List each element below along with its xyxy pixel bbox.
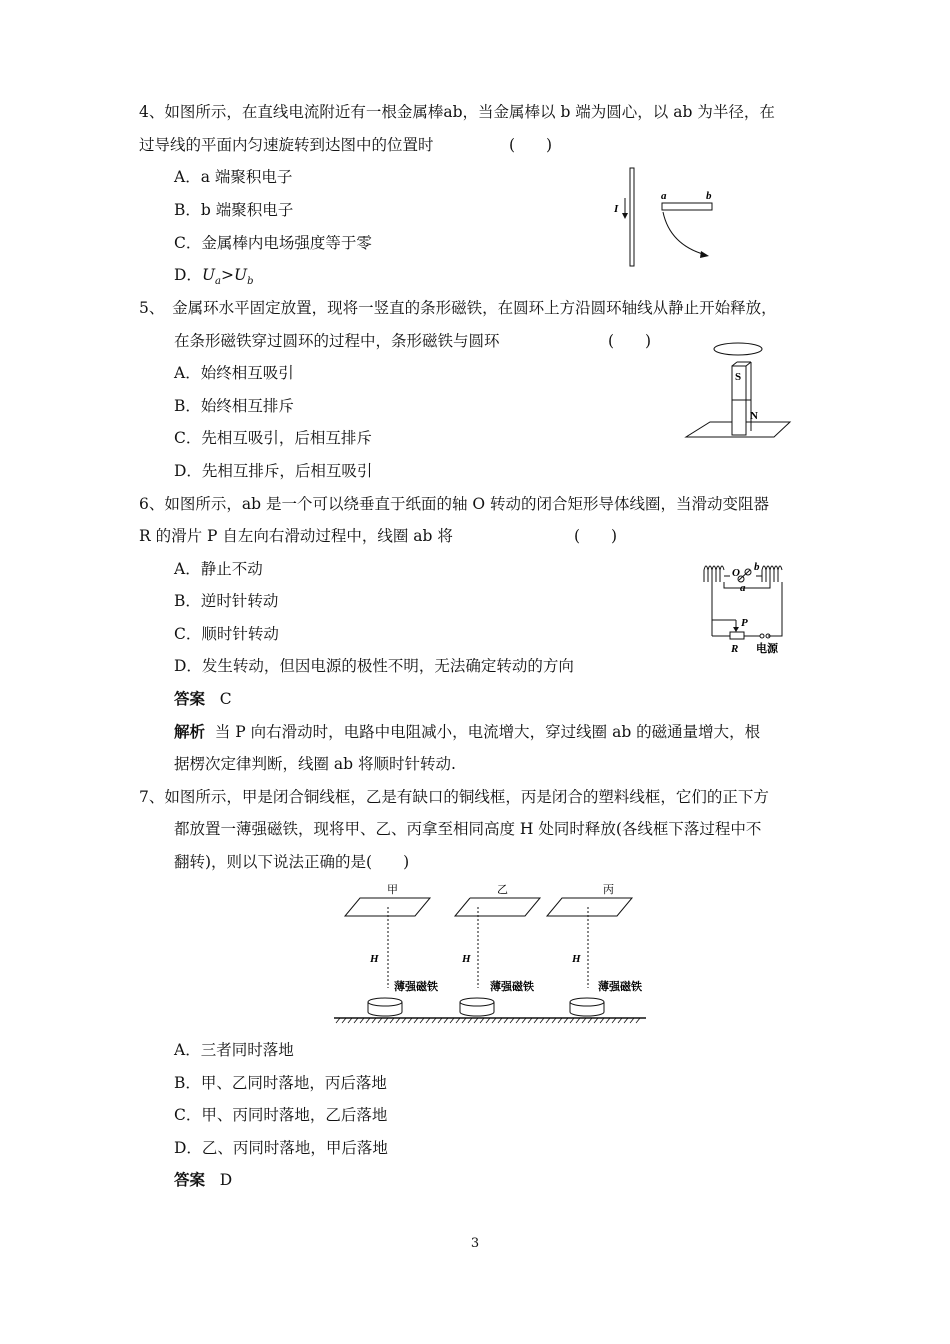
q7-option-d: D．乙、丙同时落地，甲后落地 bbox=[174, 1139, 388, 1157]
circuit-link-wire bbox=[724, 582, 770, 588]
height-label-yi: H bbox=[462, 953, 471, 965]
q6-analysis-line1 bbox=[174, 722, 760, 742]
q5-stem-line2: 在条形磁铁穿过圆环的过程中，条形磁铁与圆环 bbox=[174, 332, 500, 350]
q5-option-d: D．先相互排斥，后相互吸引 bbox=[174, 462, 373, 480]
q4-ub-symbol: U bbox=[233, 266, 248, 284]
frame-yi bbox=[455, 898, 540, 916]
q4-answer-paren: ( ) bbox=[509, 136, 553, 154]
terminal-left bbox=[760, 634, 764, 638]
q5-answer-paren: ( ) bbox=[608, 332, 652, 350]
frame-jia-group bbox=[345, 883, 438, 1016]
rod-end-a-label: a bbox=[661, 190, 667, 202]
circuit-right-wire bbox=[768, 582, 782, 636]
q5-option-b: B．始终相互排斥 bbox=[174, 397, 294, 415]
q7-option-a: A．三者同时落地 bbox=[174, 1041, 294, 1059]
frame-bing-group bbox=[547, 883, 642, 1016]
q7-answer-value: D bbox=[219, 1171, 233, 1189]
q4-stem-line1: 4、如图所示，在直线电流附近有一根金属棒ab，当金属棒以 b 端为圆心，以 ab 为半径，在 bbox=[139, 103, 775, 121]
q7-answer bbox=[174, 1170, 232, 1190]
q6-stem-line1: 6、如图所示，ab 是一个可以绕垂直于纸面的轴 O 转动的闭合矩形导体线圈，当滑动变阻器 bbox=[139, 495, 770, 513]
q4-ua-subscript: a bbox=[215, 276, 221, 288]
rotation-arc bbox=[663, 212, 706, 255]
height-label-bing: H bbox=[572, 953, 581, 965]
frame-bing bbox=[547, 898, 632, 916]
current-arrowhead bbox=[622, 213, 628, 219]
q6-answer bbox=[174, 689, 232, 709]
q4-ua-symbol: U bbox=[201, 266, 216, 284]
slider-p-label: P bbox=[741, 617, 748, 629]
magnet-label-bing: 薄强磁铁 bbox=[598, 980, 642, 993]
magnet-yi bbox=[460, 998, 494, 1006]
frame-bing-label: 丙 bbox=[603, 883, 614, 896]
q5-option-c: C．先相互吸引，后相互排斥 bbox=[174, 429, 372, 447]
q4-stem-line2: 过导线的平面内匀速旋转到达图中的位置时 bbox=[139, 136, 434, 154]
q6-answer-value: C bbox=[219, 690, 232, 708]
axis-o-label: O bbox=[732, 567, 740, 579]
slider-arrow bbox=[733, 627, 739, 632]
q5-figure bbox=[680, 338, 800, 442]
q4-option-c: C．金属棒内电场强度等于零 bbox=[174, 234, 372, 252]
magnet-label-yi: 薄强磁铁 bbox=[490, 980, 534, 993]
q4-option-d-prefix: D． bbox=[174, 266, 202, 284]
rheostat-r-label: R bbox=[731, 643, 739, 655]
rod-end-b-label: b bbox=[706, 190, 712, 202]
q5-option-a: A．始终相互吸引 bbox=[174, 364, 294, 382]
q7-figure bbox=[330, 880, 650, 1026]
coil-a-label: a bbox=[740, 582, 746, 594]
frame-yi-group bbox=[455, 883, 540, 1016]
q7-answer-label: 答案 bbox=[174, 1170, 206, 1189]
q6-option-b: B．逆时针转动 bbox=[174, 592, 279, 610]
q4-figure bbox=[610, 160, 730, 270]
q6-option-c: C．顺时针转动 bbox=[174, 625, 279, 643]
south-pole-label: S bbox=[735, 371, 742, 383]
q6-analysis-label: 解析 bbox=[174, 722, 206, 741]
page-number: 3 bbox=[470, 1236, 480, 1251]
frame-yi-label: 乙 bbox=[497, 883, 508, 896]
metal-rod bbox=[662, 203, 712, 210]
q4-greater-than: > bbox=[220, 266, 234, 284]
q6-answer-paren: ( ) bbox=[574, 527, 618, 545]
frame-jia-label: 甲 bbox=[387, 883, 398, 896]
q6-answer-label: 答案 bbox=[174, 689, 206, 708]
q6-option-d: D．发生转动，但因电源的极性不明，无法确定转动的方向 bbox=[174, 657, 574, 675]
q7-stem-line1: 7、如图所示，甲是闭合铜线框，乙是有缺口的铜线框，丙是闭合的塑料线框，它们的正下方 bbox=[139, 788, 769, 806]
rheostat bbox=[730, 632, 744, 639]
q6-analysis-text1: 当 P 向右滑动时，电路中电阻减小，电流增大，穿过线圈 ab 的磁通量增大，根 bbox=[214, 723, 761, 741]
q6-analysis-line2: 据楞次定律判断，线圈 ab 将顺时针转动. bbox=[174, 755, 456, 773]
height-label-jia: H bbox=[370, 953, 379, 965]
magnet-edge-top-left bbox=[732, 362, 737, 366]
magnet-edge-top-right bbox=[746, 362, 751, 366]
current-label: I bbox=[614, 203, 619, 215]
q4-ub-subscript: b bbox=[247, 276, 254, 288]
q7-option-c: C．甲、丙同时落地，乙后落地 bbox=[174, 1106, 388, 1124]
q7-stem-line3: 翻转)，则以下说法正确的是( ) bbox=[174, 853, 410, 871]
q6-option-a: A．静止不动 bbox=[174, 560, 263, 578]
power-source-label: 电源 bbox=[756, 642, 778, 655]
rotation-arrowhead bbox=[700, 251, 709, 258]
left-solenoid bbox=[704, 566, 724, 582]
q5-stem-line1: 5、 金属环水平固定放置，现将一竖直的条形磁铁，在圆环上方沿圆环轴线从静止开始释放， bbox=[139, 299, 777, 317]
straight-wire bbox=[630, 168, 634, 266]
q6-figure bbox=[700, 560, 800, 660]
magnet-jia bbox=[368, 998, 402, 1006]
right-solenoid bbox=[762, 566, 782, 582]
north-pole-label: N bbox=[750, 410, 758, 422]
coil-b-label: b bbox=[754, 561, 760, 573]
q4-option-b: B．b 端聚积电子 bbox=[174, 201, 294, 219]
magnet-bing bbox=[570, 998, 604, 1006]
q6-stem-line2: R 的滑片 P 自左向右滑动过程中，线圈 ab 将 bbox=[139, 527, 453, 545]
q4-option-a: A．a 端聚积电子 bbox=[174, 168, 293, 186]
q4-option-d bbox=[174, 265, 253, 292]
metal-ring bbox=[714, 343, 762, 355]
q7-option-b: B．甲、乙同时落地，丙后落地 bbox=[174, 1074, 387, 1092]
q7-stem-line2: 都放置一薄强磁铁，现将甲、乙、丙拿至相同高度 H 处同时释放(各线框下落过程中不 bbox=[174, 820, 762, 838]
magnet-label-jia: 薄强磁铁 bbox=[394, 980, 438, 993]
